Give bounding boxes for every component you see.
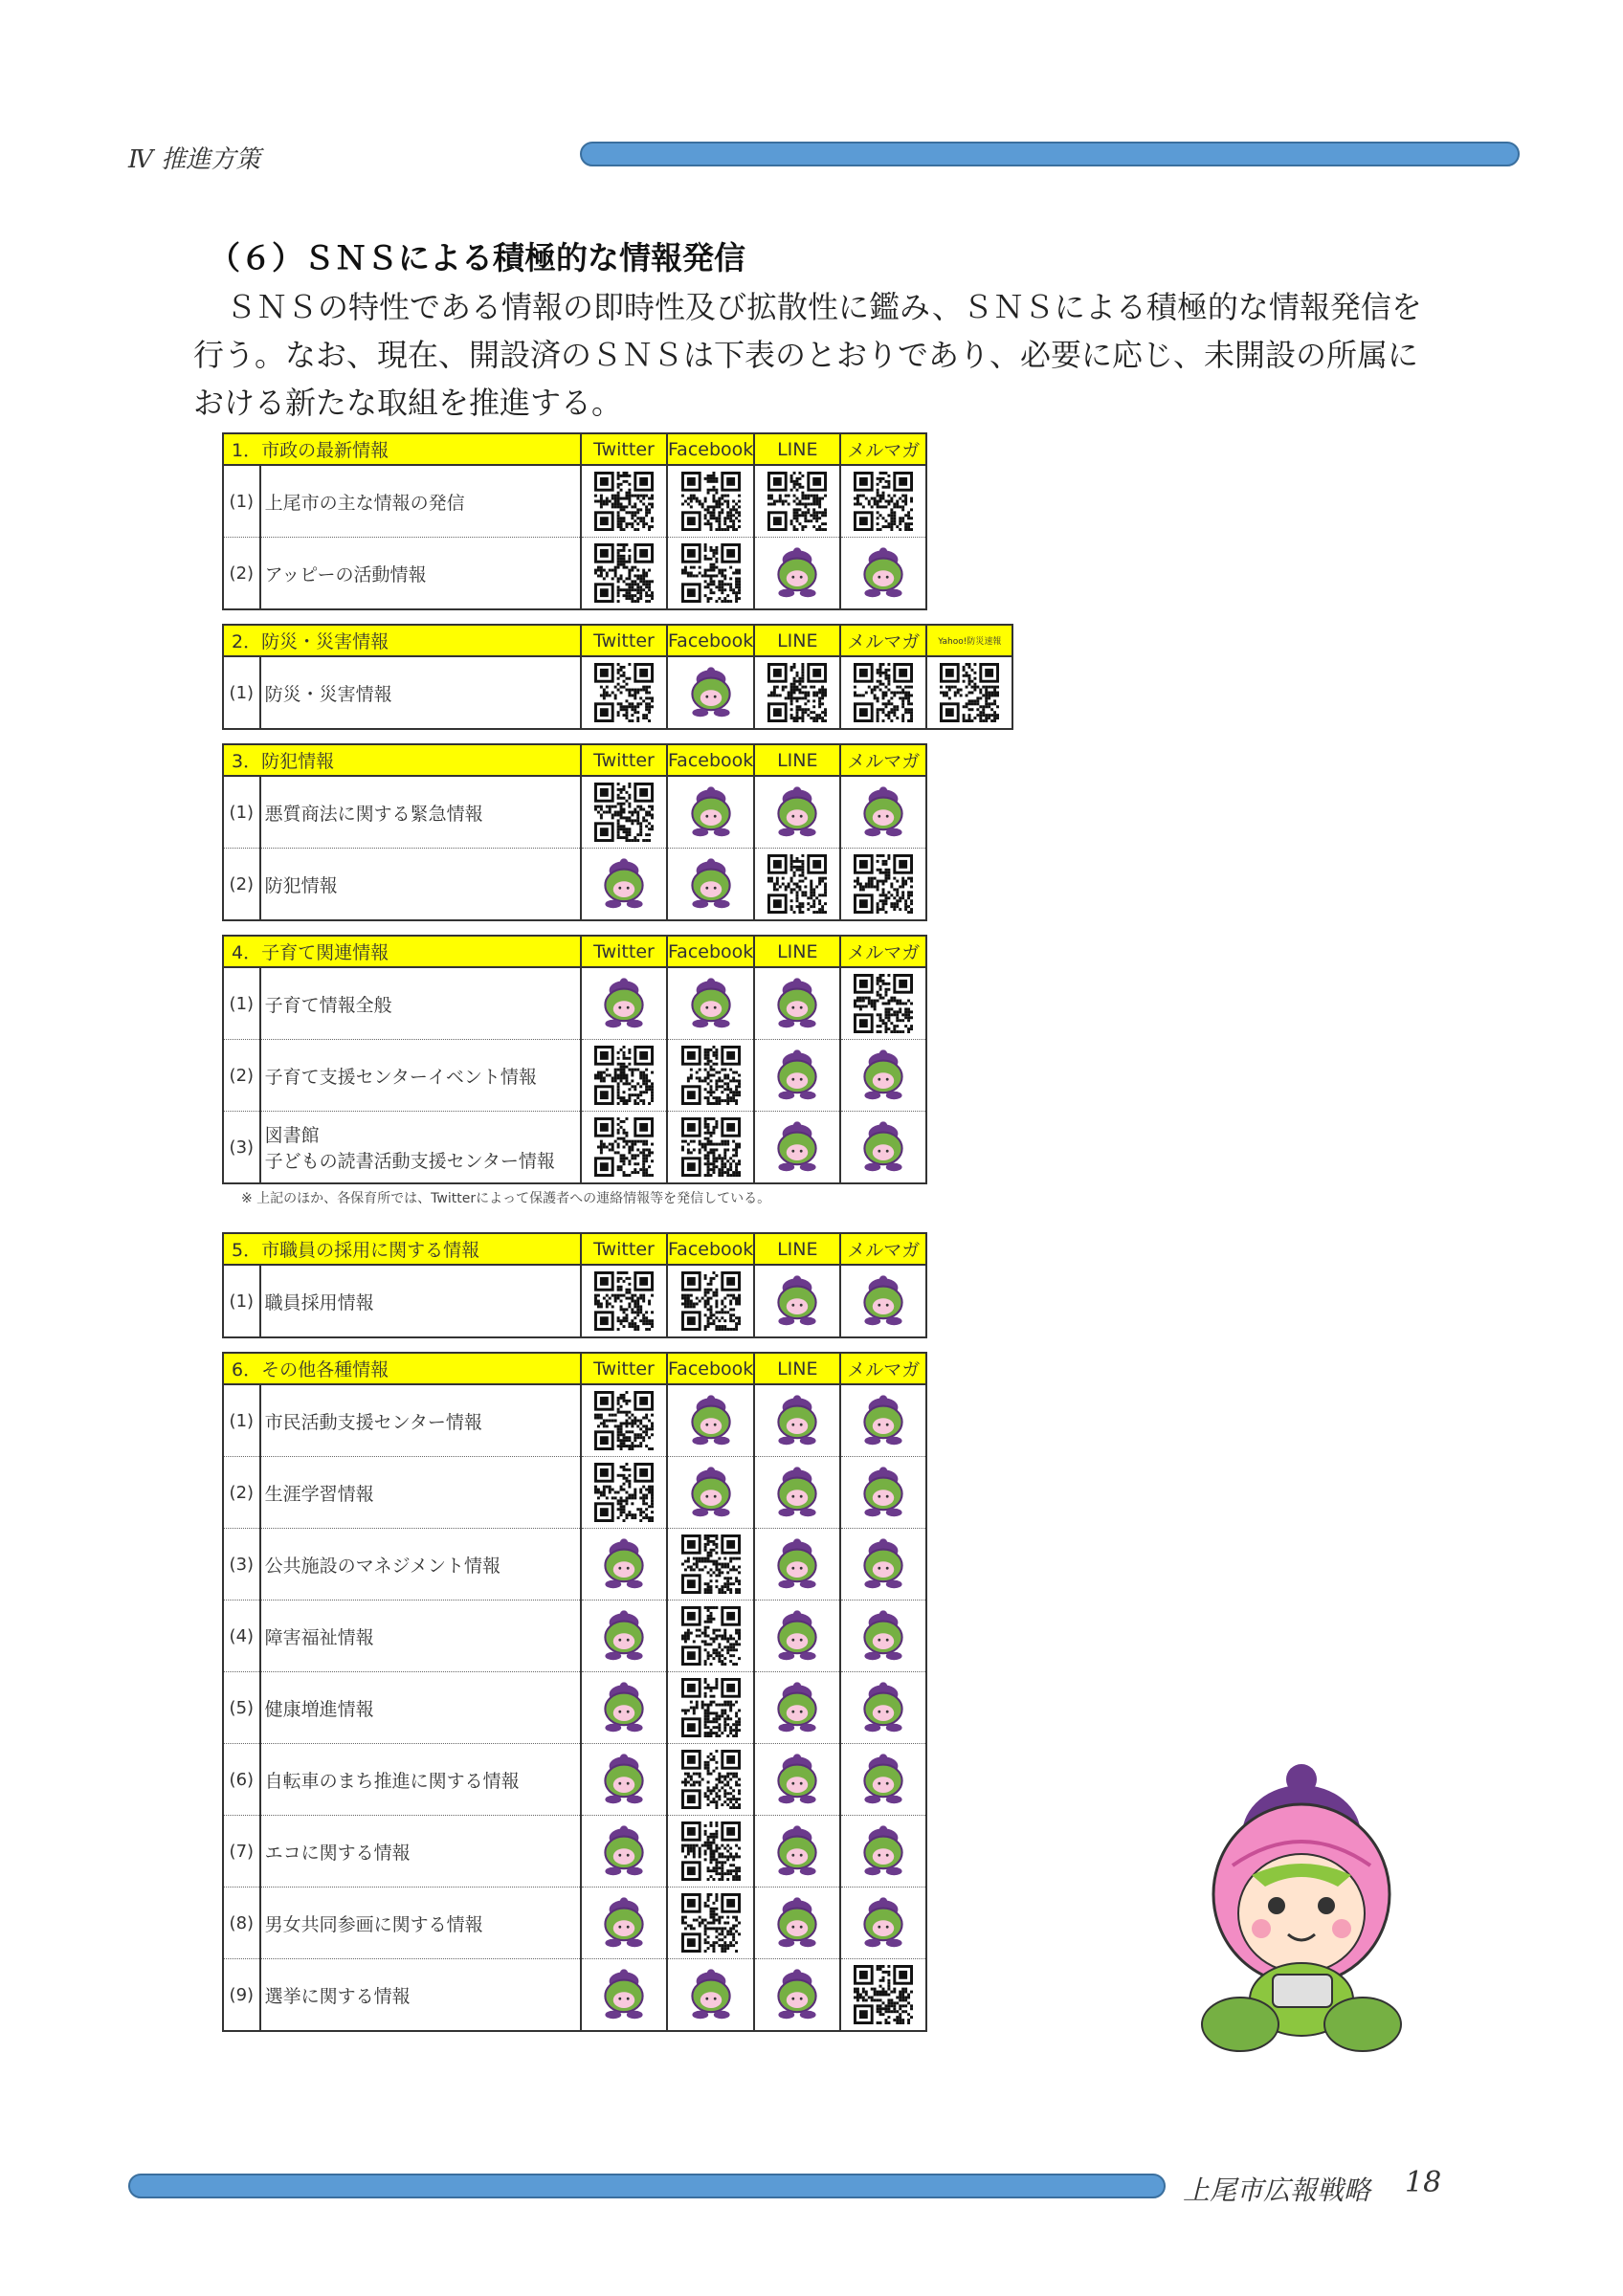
sns-table [222,1232,927,1338]
sns-cell [667,1457,754,1529]
sns-cell [754,967,840,1040]
mascot-icon [856,1753,910,1806]
row-number: (7) [223,1816,260,1888]
qr-code-icon [681,1606,741,1666]
sns-cell[interactable] [581,1265,667,1337]
sns-cell [754,1672,840,1744]
sns-cell [667,656,754,729]
qr-code-icon [594,472,654,531]
mascot-icon [597,1537,651,1591]
column-header: メルマガ [840,1233,926,1265]
row-number: (1) [223,656,260,729]
sns-table [222,1352,927,2032]
qr-code-icon [594,543,654,603]
sns-cell [754,1959,840,2032]
sns-cell[interactable] [754,465,840,538]
sns-cell [754,1112,840,1184]
mascot-icon [684,1394,738,1447]
row-label: アッピーの活動情報 [260,538,581,610]
sns-cell [581,1672,667,1744]
sns-cell [754,1888,840,1959]
row-label: 悪質商法に関する緊急情報 [260,776,581,849]
sns-cell[interactable] [581,538,667,610]
column-header: Facebook [667,1233,754,1265]
row-label: 防犯情報 [260,849,581,921]
row-number: (1) [223,1384,260,1457]
mascot-icon [684,977,738,1030]
chapter-header: Ⅳ 推進方策 [128,145,261,174]
mascot-icon [597,1681,651,1734]
sns-cell [581,1888,667,1959]
sns-cell[interactable] [840,656,926,729]
row-number: (2) [223,1457,260,1529]
sns-cell[interactable] [840,465,926,538]
table-note: ※ 上記のほか、各保育所では、Twitterによって保護者への連絡情報等を発信している。 [241,1191,771,1206]
row-number: (2) [223,1040,260,1112]
qr-code-icon [854,854,913,914]
section-title: （６）ＳＮＳによる積極的な情報発信 [209,239,745,276]
sns-cell [840,1112,926,1184]
row-number: (4) [223,1601,260,1672]
row-number: (5) [223,1672,260,1744]
sns-cell[interactable] [926,656,1012,729]
mascot-icon [770,1968,824,2021]
mascot-icon [770,1120,824,1174]
sns-cell[interactable] [840,1959,926,2032]
sns-cell[interactable] [667,1816,754,1888]
column-header: Facebook [667,744,754,776]
table-header-row [223,433,926,465]
sns-cell [754,1265,840,1337]
sns-cell [667,1959,754,2032]
row-label: 選挙に関する情報 [260,1959,581,2032]
row-number: (1) [223,776,260,849]
table-row [223,1744,926,1816]
row-label: 男女共同参画に関する情報 [260,1888,581,1959]
row-label: 上尾市の主な情報の発信 [260,465,581,538]
sns-cell [754,538,840,610]
mascot-icon [770,1896,824,1950]
row-label: 障害福祉情報 [260,1601,581,1672]
mascot-icon [770,1466,824,1519]
qr-code-icon [854,974,913,1033]
row-label: 自転車のまち推進に関する情報 [260,1744,581,1816]
sns-cell [581,967,667,1040]
mascot-icon [856,1274,910,1328]
column-header: Facebook [667,433,754,465]
mascot-icon [856,1466,910,1519]
sns-cell [840,1529,926,1601]
sns-cell [667,967,754,1040]
column-header: Twitter [581,625,667,656]
column-header: Twitter [581,1353,667,1384]
sns-cell [754,1457,840,1529]
qr-code-icon [681,543,741,603]
table-header-row [223,936,926,967]
column-header: メルマガ [840,625,926,656]
sns-cell[interactable] [667,1265,754,1337]
mascot-icon [856,1681,910,1734]
table-row [223,1457,926,1529]
sns-cell[interactable] [581,465,667,538]
sns-cell [581,1959,667,2032]
mascot-icon [770,977,824,1030]
sns-cell [667,776,754,849]
column-header: LINE [754,1233,840,1265]
column-header: メルマガ [840,744,926,776]
table-row [223,1672,926,1744]
qr-code-icon [594,1046,654,1105]
sns-cell[interactable] [667,1112,754,1184]
footer-title: 上尾市広報戦略 [1183,2175,1371,2206]
sns-table [222,624,1013,730]
sns-cell [667,849,754,921]
table-row [223,967,926,1040]
row-label: 生涯学習情報 [260,1457,581,1529]
mascot-icon [856,1120,910,1174]
sns-cell [754,1816,840,1888]
table-row [223,1265,926,1337]
row-label: 子育て支援センターイベント情報 [260,1040,581,1112]
row-label: 健康増進情報 [260,1672,581,1744]
sns-cell [840,1816,926,1888]
row-number: (3) [223,1529,260,1601]
sns-cell[interactable] [840,967,926,1040]
category-title: 2．防災・災害情報 [223,625,581,656]
qr-code-icon [854,1965,913,2024]
sns-table [222,743,927,921]
column-header: LINE [754,936,840,967]
qr-code-icon [681,1678,741,1737]
row-label: 公共施設のマネジメント情報 [260,1529,581,1601]
mascot-icon [770,785,824,839]
mascot-icon [770,1609,824,1663]
table-row [223,849,926,921]
row-label: 防災・災害情報 [260,656,581,729]
mascot-icon [770,1753,824,1806]
table-row [223,1112,926,1184]
footer-bar [128,2174,1166,2198]
column-header: Facebook [667,625,754,656]
row-number: (2) [223,538,260,610]
qr-code-icon [681,1893,741,1953]
column-header: メルマガ [840,433,926,465]
sns-cell[interactable] [667,1601,754,1672]
qr-code-icon [594,783,654,842]
sns-cell[interactable] [581,1040,667,1112]
qr-code-icon [681,1046,741,1105]
table-row [223,538,926,610]
row-number: (1) [223,465,260,538]
qr-code-icon [681,1117,741,1177]
qr-code-icon [681,472,741,531]
sns-cell [581,1529,667,1601]
mascot-icon [597,977,651,1030]
sns-cell [840,1040,926,1112]
table-header-row [223,744,926,776]
sns-cell[interactable] [667,1040,754,1112]
table-row [223,656,1012,729]
mascot-illustration [1194,1760,1409,2057]
mascot-icon [856,546,910,600]
mascot-icon [770,1274,824,1328]
row-label: 子育て情報全般 [260,967,581,1040]
mascot-icon [597,1968,651,2021]
row-label: エコに関する情報 [260,1816,581,1888]
qr-code-icon [681,1821,741,1881]
table-header-row [223,1233,926,1265]
category-title: 3．防犯情報 [223,744,581,776]
mascot-icon [856,1896,910,1950]
sns-cell[interactable] [581,1457,667,1529]
sns-cell[interactable] [667,1744,754,1816]
sns-cell[interactable] [581,1384,667,1457]
qr-code-icon [767,663,827,722]
qr-code-icon [854,472,913,531]
sns-cell[interactable] [581,1112,667,1184]
sns-cell [581,1601,667,1672]
table-header-row [223,625,1012,656]
row-number: (9) [223,1959,260,2032]
mascot-icon [684,1466,738,1519]
mascot-icon [770,1681,824,1734]
sns-cell[interactable] [840,849,926,921]
mascot-icon [770,1049,824,1102]
sns-cell[interactable] [754,849,840,921]
sns-cell[interactable] [581,776,667,849]
sns-cell[interactable] [754,656,840,729]
row-number: (1) [223,967,260,1040]
mascot-icon [770,1824,824,1878]
column-header: LINE [754,433,840,465]
mascot-icon [770,1537,824,1591]
mascot-icon [856,1609,910,1663]
qr-code-icon [594,663,654,722]
mascot-icon [770,1394,824,1447]
column-header: メルマガ [840,936,926,967]
mascot-icon [597,1824,651,1878]
category-title: 1．市政の最新情報 [223,433,581,465]
row-number: (2) [223,849,260,921]
table-row [223,1529,926,1601]
qr-code-icon [940,663,999,722]
sns-cell [754,776,840,849]
sns-cell[interactable] [667,465,754,538]
mascot-icon [856,1537,910,1591]
column-header: Twitter [581,936,667,967]
mascot-icon [856,1049,910,1102]
intro-paragraph: ＳＮＳの特性である情報の即時性及び拡散性に鑑み、ＳＮＳによる積極的な情報発信を行う。なお、現在、開設済のＳＮＳは下表のとおりであり、必要に応じ、未開設の所属における新たな取組を推進する。 [193,289,1422,421]
category-title: 5．市職員の採用に関する情報 [223,1233,581,1265]
sns-cell [581,1816,667,1888]
sns-cell [840,538,926,610]
mascot-icon [856,1824,910,1878]
qr-code-icon [681,1534,741,1594]
table-row [223,465,926,538]
sns-cell [667,1384,754,1457]
qr-code-icon [681,1750,741,1809]
mascot-icon [684,1968,738,2021]
row-label: 職員採用情報 [260,1265,581,1337]
column-header: Twitter [581,744,667,776]
column-header: Twitter [581,433,667,465]
column-header: Twitter [581,1233,667,1265]
qr-code-icon [681,1271,741,1331]
sns-cell [581,1744,667,1816]
qr-code-icon [594,1117,654,1177]
mascot-icon [684,785,738,839]
mascot-icon [597,1753,651,1806]
sns-table [222,432,927,610]
table-row [223,1959,926,2032]
qr-code-icon [854,663,913,722]
table-row [223,1601,926,1672]
mascot-icon [856,785,910,839]
sns-cell [754,1744,840,1816]
sns-cell[interactable] [581,656,667,729]
sns-cell [840,1672,926,1744]
mascot-icon [597,857,651,911]
mascot-icon [684,857,738,911]
sns-tables [222,432,1013,2045]
qr-code-icon [594,1463,654,1522]
column-header: メルマガ [840,1353,926,1384]
column-header: LINE [754,1353,840,1384]
sns-cell [840,1744,926,1816]
row-number: (1) [223,1265,260,1337]
sns-cell [840,1384,926,1457]
sns-cell [840,1601,926,1672]
mascot-icon [597,1896,651,1950]
sns-cell [840,776,926,849]
column-header: Facebook [667,936,754,967]
sns-cell [754,1601,840,1672]
sns-cell [581,849,667,921]
category-title: 4．子育て関連情報 [223,936,581,967]
sns-cell [840,1457,926,1529]
qr-code-icon [594,1391,654,1450]
mascot-icon [684,666,738,719]
column-header: LINE [754,744,840,776]
row-label: 市民活動支援センター情報 [260,1384,581,1457]
mascot-icon [770,546,824,600]
sns-cell[interactable] [667,538,754,610]
sns-cell [754,1529,840,1601]
row-number: (8) [223,1888,260,1959]
column-header: LINE [754,625,840,656]
sns-cell [840,1888,926,1959]
qr-code-icon [767,472,827,531]
column-header: Yahoo!防災速報 [926,625,1012,656]
sns-cell [840,1265,926,1337]
sns-cell[interactable] [667,1529,754,1601]
mascot-icon [597,1609,651,1663]
sns-cell[interactable] [667,1672,754,1744]
row-number: (6) [223,1744,260,1816]
table-row [223,1888,926,1959]
header-bar [580,142,1520,166]
row-number: (3) [223,1112,260,1184]
table-header-row [223,1353,926,1384]
page-number: 18 [1405,2166,1442,2199]
table-row [223,1040,926,1112]
mascot-icon [856,1394,910,1447]
qr-code-icon [594,1271,654,1331]
sns-table [222,935,927,1184]
table-row [223,776,926,849]
row-label: 図書館 子どもの読書活動支援センター情報 [260,1112,581,1184]
table-row [223,1816,926,1888]
table-row [223,1384,926,1457]
qr-code-icon [767,854,827,914]
sns-cell [754,1384,840,1457]
column-header: Facebook [667,1353,754,1384]
sns-cell [754,1040,840,1112]
category-title: 6．その他各種情報 [223,1353,581,1384]
sns-cell[interactable] [667,1888,754,1959]
